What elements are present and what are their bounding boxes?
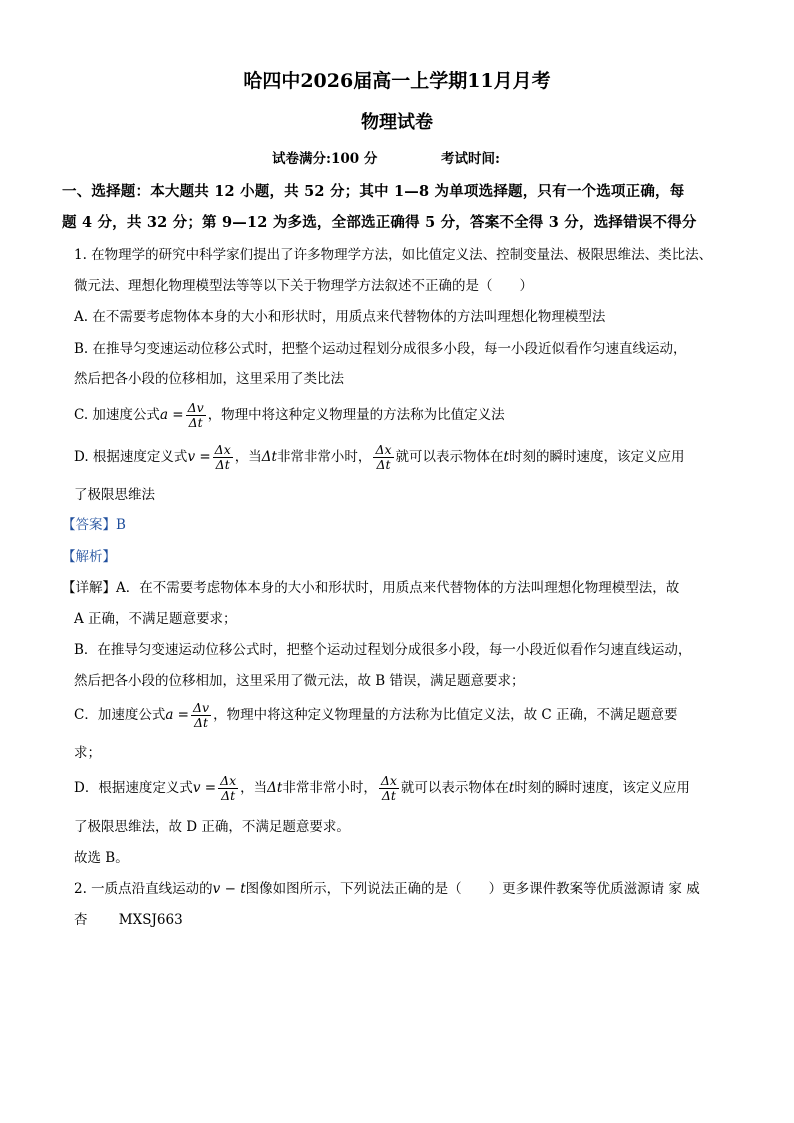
t-symbol: t <box>503 449 509 465</box>
q2-stem-line1 <box>74 880 700 898</box>
velocity-fraction <box>218 774 238 803</box>
detail-d-suffix: 时刻的瞬时速度，该定义应用 <box>514 780 690 796</box>
q1-option-a: A. 在不需要考虑物体本身的大小和形状时，用质点来代替物体的方法叫理想化物理模型法 <box>74 309 606 325</box>
accel-lhs: a = <box>159 407 184 423</box>
q1-stem-line1: 1. 在物理学的研究中科学家们提出了许多物理学方法，如比值定义法、控制变量法、极限思维法、类比法、 <box>74 247 713 263</box>
frac-denominator: Δt <box>376 457 391 472</box>
q1-option-b-line1: B. 在推导匀变速运动位移公式时，把整个运动过程划分成很多小段，每一小段近似看作匀速直线运动， <box>74 341 687 357</box>
option-d-mid1: ，当 <box>234 449 262 465</box>
velocity-lhs: v = <box>187 449 211 465</box>
q1-stem-line2: 微元法、理想化物理模型法等等以下关于物理学方法叙述不正确的是（ ） <box>74 278 533 294</box>
option-d-mid3: 就可以表示物体在 <box>395 449 504 465</box>
frac-denominator: Δt <box>194 715 209 730</box>
detail-d-line2: 了极限思维法，故 D 正确，不满足题意要求。 <box>74 819 350 835</box>
detail-a-line2: A 正确，不满足题意要求； <box>74 611 237 627</box>
section-heading-line2: 题 4 分，共 32 分；第 9—12 为多选，全部选正确得 5 分，答案不全得 3 分，选择错误不得分 <box>62 214 697 231</box>
frac-numerator: Δv <box>187 400 204 415</box>
accel-lhs: a = <box>165 707 189 723</box>
frac-denominator: Δt <box>188 415 203 430</box>
t-symbol: t <box>508 780 515 796</box>
detail-c-line1 <box>74 700 678 730</box>
frac-denominator: Δt <box>215 457 230 472</box>
detail-d-line1 <box>74 773 690 803</box>
velocity-lhs: v = <box>192 780 217 796</box>
frac-numerator: Δx <box>375 442 392 457</box>
exam-title: 哈四中2026届高一上学期11月月考 <box>243 70 551 92</box>
detail-d-mid1: ，当 <box>240 780 268 796</box>
detail-c-line2: 求； <box>74 745 101 761</box>
frac-denominator: Δt <box>221 788 236 803</box>
option-d-mid2: 非常非常小时， <box>276 449 372 465</box>
detail-d-mid2: 非常非常小时， <box>282 780 377 796</box>
q1-option-d-line1 <box>74 442 684 472</box>
detail-c-suffix: ，物理中将这种定义物理量的方法称为比值定义法，故 C 正确，不满足题意要 <box>213 707 678 723</box>
detail-c-prefix: C．加速度公式 <box>74 707 166 723</box>
delta-t-symbol: Δt <box>267 780 283 796</box>
q1-option-d-line2: 了极限思维法 <box>74 487 155 503</box>
detail-b-line1: B．在推导匀变速运动位移公式时，把整个运动过程划分成很多小段，每一小段近似看作匀速直线运动， <box>74 642 692 658</box>
detail-a-line1: 【详解】A．在不需要考虑物体本身的大小和形状时，用质点来代替物体的方法叫理想化物理模型法，故 <box>62 580 680 596</box>
conclusion: 故选 B。 <box>74 850 129 866</box>
detail-d-prefix: D．根据速度定义式 <box>74 780 193 796</box>
section-heading-line1: 一、选择题：本大题共 12 小题，共 52 分；其中 1—8 为单项选择题，只有一个选项正确，每 <box>62 183 685 200</box>
option-d-suffix: 时刻的瞬时速度，该定义应用 <box>508 449 685 465</box>
accel-fraction <box>186 401 206 430</box>
frac-numerator: Δx <box>220 773 237 788</box>
exam-subtitle: 物理试卷 <box>361 112 433 133</box>
velocity-fraction-2 <box>373 443 393 472</box>
velocity-fraction-2 <box>379 774 399 803</box>
option-c-prefix: C. 加速度公式 <box>74 407 160 423</box>
q2-stem-prefix: 2. 一质点沿直线运动的 <box>74 881 213 897</box>
q1-option-b-line2: 然后把各小段的位移相加，这里采用了类比法 <box>74 371 344 387</box>
frac-denominator: Δt <box>381 788 396 803</box>
answer-label: 【答案】B <box>62 517 126 533</box>
exam-time-label: 考试时间: <box>441 151 500 167</box>
q2-stem-line2: 杏 MXSJ663 <box>74 912 183 928</box>
velocity-fraction <box>213 443 233 472</box>
vt-symbol: v − t <box>212 881 246 897</box>
option-d-prefix: D. 根据速度定义式 <box>74 449 188 465</box>
delta-t-symbol: Δt <box>261 449 277 465</box>
q2-stem-suffix: 图像如图所示，下列说法正确的是（ ）更多课件教案等优质滋源请 家 威 <box>245 881 700 897</box>
q1-option-c <box>74 400 505 430</box>
analysis-label: 【解析】 <box>62 549 116 565</box>
option-c-suffix: ，物理中将这种定义物理量的方法称为比值定义法 <box>207 407 505 423</box>
accel-fraction <box>191 701 211 730</box>
detail-d-mid3: 就可以表示物体在 <box>400 780 509 796</box>
frac-numerator: Δx <box>214 442 231 457</box>
detail-b-line2: 然后把各小段的位移相加，这里采用了微元法，故 B 错误，满足题意要求； <box>74 673 525 689</box>
frac-numerator: Δv <box>193 700 210 715</box>
full-score-label: 试卷满分:100 分 <box>272 151 378 167</box>
frac-numerator: Δx <box>380 773 397 788</box>
